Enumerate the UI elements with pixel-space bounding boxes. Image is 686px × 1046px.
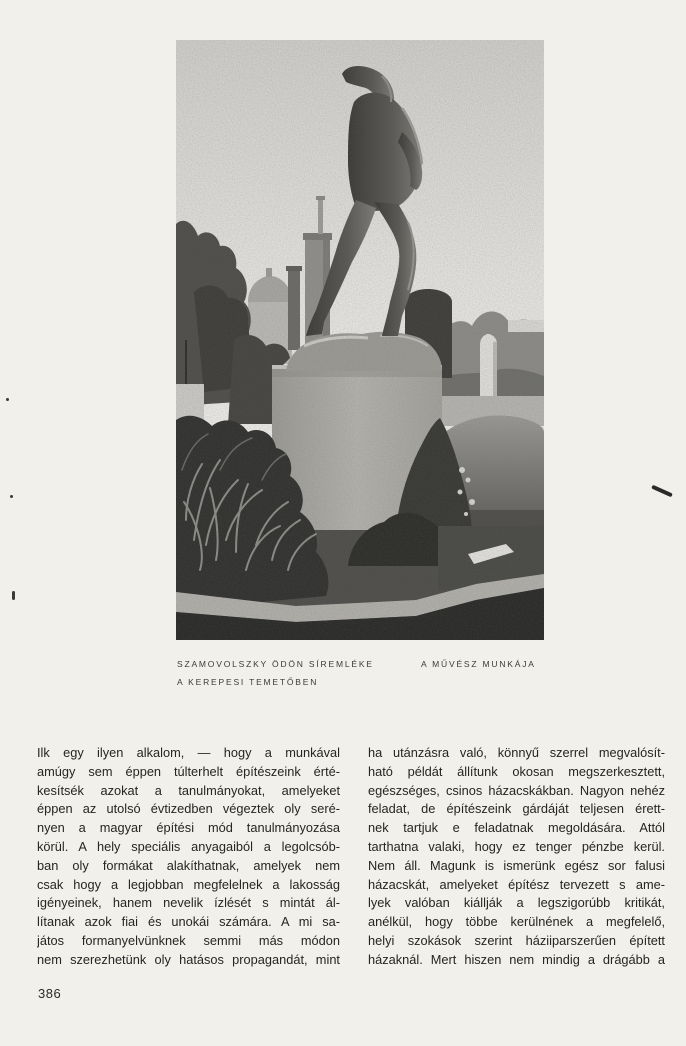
text-line: Nem áll. Magunk is ismerünk egész sor falusi [368,857,665,873]
caption-right: A MŰVÉSZ MUNKÁJA [421,659,536,669]
text-line: egészséges, csinos házacskákban. Nagyon nehéz [368,782,665,798]
text-line: kesítsék azokat a tanulmányokat, amelyeket [37,782,340,798]
text-line: nem szerezhetünk oly hatásos propagandát, mint [37,951,340,967]
text-line: körül. A hely speciális anyagaiból a legolcsób- [37,838,340,854]
text-line: ban oly formákat alakíthatnak, amelyek nem [37,857,340,873]
text-line: ható példát állítunk okosan megszerkesztett, [368,763,665,779]
left-text-column [37,744,340,970]
text-line: nyen a magyar építési mód tanulmányozása [37,820,340,836]
caption-left-line: A KEREPESI TEMETŐBEN [177,677,319,687]
text-line: lítanak azok fiai és unokái számára. A mi sa- [37,914,340,930]
text-line: helyi szokások szerint háziiparszerűen épített [368,932,665,948]
text-line: lyek valóban kiállják a legszigorúbb kritikát, [368,895,665,911]
text-line: amúgy sem éppen túlterhelt építészeink érté- [37,763,340,779]
text-line: ha utánzásra való, könnyű szerrel megvalósít- [368,745,665,760]
right-text-column [368,744,665,970]
photograph [176,40,544,640]
scan-speck [12,591,15,600]
caption-left-line: SZAMOVOLSZKY ÖDÖN SÍREMLÉKE [177,659,374,669]
text-line: feladat, de építészeink gárdáját teljesen érett- [368,801,665,817]
text-line: Ilk egy ilyen alkalom, — hogy a munkával [37,745,340,760]
text-line: házaknál. Mert hiszen nem mindig a drágább a [368,951,665,967]
text-line: házacskát, amelyeket építész tervezett s ame- [368,876,665,892]
photo-grain [176,40,544,640]
text-line: csak hogy a legjobban megfelelnek a lakosság [37,876,340,892]
text-line: igényeinek, hanem nevelik ízlését s mintát ál- [37,895,340,911]
scan-pen-mark [651,485,673,498]
text-line: nek tartjuk e feladatnak megoldására. Attól [368,820,665,836]
scan-speck [6,398,9,401]
page-number: 386 [38,986,62,1001]
text-line: éppen az utolsó évtizedben végeztek oly seré- [37,801,340,817]
scan-speck [10,495,13,498]
text-line: játos formanyelvünknek semmi más módon [37,932,340,948]
text-line: tarthatna valaki, hogy ez tenger pénzbe kerül. [368,838,665,854]
text-line: anélkül, hogy többe kerülnének a megfelelő, [368,914,665,930]
